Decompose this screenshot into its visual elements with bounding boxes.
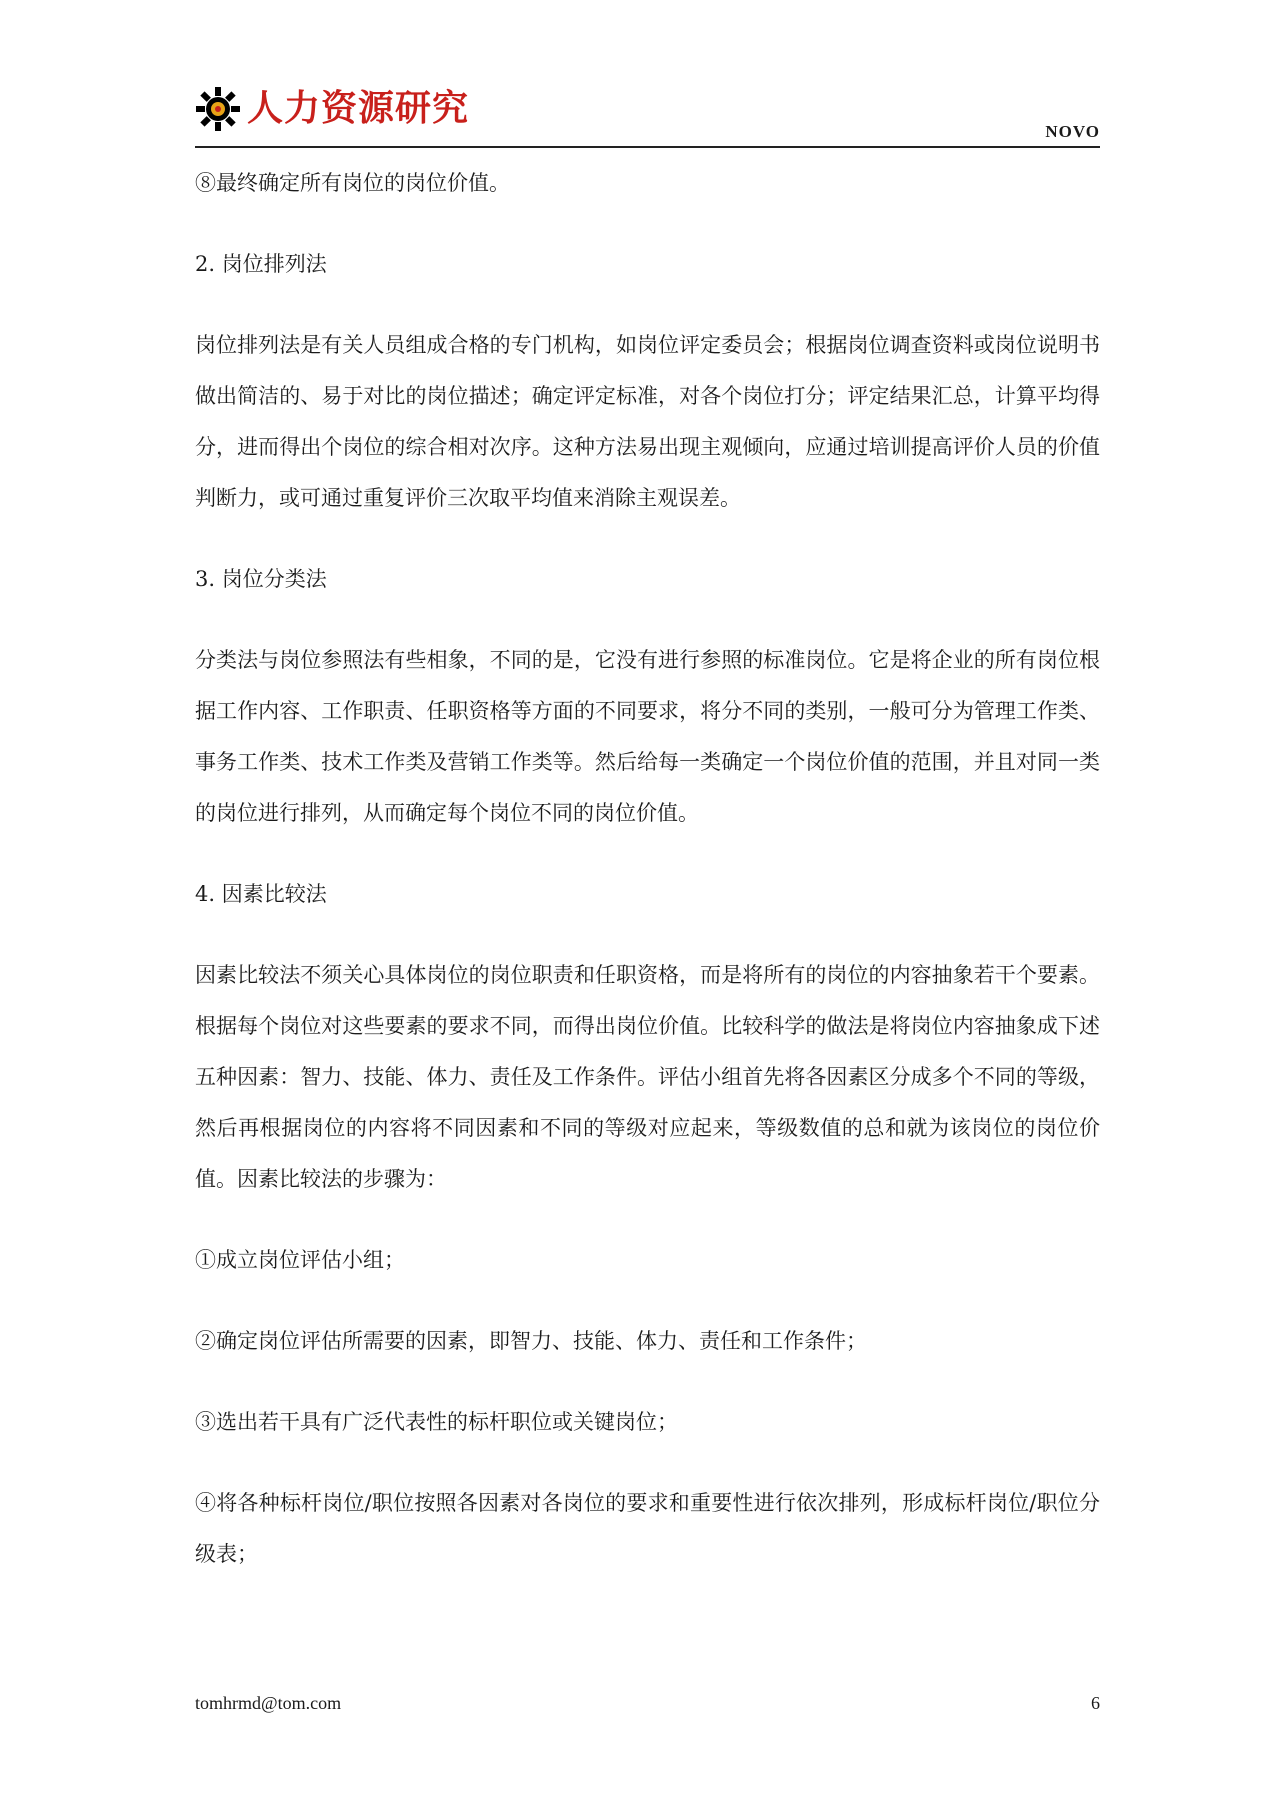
section-heading-factor-comparison: 4. 因素比较法 bbox=[195, 882, 327, 906]
section-heading-ranking: 2. 岗位排列法 bbox=[195, 252, 327, 276]
paragraph-classification: 分类法与岗位参照法有些相象，不同的是，它没有进行参照的标准岗位。它是将企业的所有岗位根据工作内容、工作职责、任职资格等方面的不同要求，将分不同的类别，一般可分为管理工作类、事务工作类、技术工作类及营销工作类等。然后给每一类确定一个岗位价值的范围，并且对同一类的岗位进行排列，从而确定每个岗位不同的岗位价值。 bbox=[195, 648, 1100, 825]
step-3: ③选出若干具有广泛代表性的标杆职位或关键岗位； bbox=[195, 1410, 678, 1434]
step-2: ②确定岗位评估所需要的因素，即智力、技能、体力、责任和工作条件； bbox=[195, 1329, 867, 1353]
logo-text: 人力资源研究 bbox=[247, 88, 470, 129]
footer-email: tomhrmd@tom.com bbox=[195, 1693, 342, 1713]
step-8: ⑧最终确定所有岗位的岗位价值。 bbox=[195, 171, 510, 195]
page-number: 6 bbox=[1091, 1693, 1100, 1713]
step-1: ①成立岗位评估小组； bbox=[195, 1248, 405, 1272]
gear-sun-icon bbox=[195, 86, 241, 132]
paragraph-factor-comparison: 因素比较法不须关心具体岗位的岗位职责和任职资格，而是将所有的岗位的内容抽象若干个要素。根据每个岗位对这些要素的要求不同，而得出岗位价值。比较科学的做法是将岗位内容抽象成下述五种因素：智力、技能、体力、责任及工作条件。评估小组首先将各因素区分成多个不同的等级，然后再根据岗位的内容将不同因素和不同的等级对应起来，等级数值的总和就为该岗位的岗位价值。因素比较法的步骤为： bbox=[195, 963, 1100, 1191]
logo bbox=[195, 86, 469, 132]
section-heading-classification: 3. 岗位分类法 bbox=[195, 567, 327, 591]
header-brand: NOVO bbox=[1045, 122, 1100, 141]
header-divider bbox=[195, 146, 1100, 148]
paragraph-ranking: 岗位排列法是有关人员组成合格的专门机构，如岗位评定委员会；根据岗位调查资料或岗位说明书做出简洁的、易于对比的岗位描述；确定评定标准，对各个岗位打分；评定结果汇总，计算平均得分，进而得出个岗位的综合相对次序。这种方法易出现主观倾向，应通过培训提高评价人员的价值判断力，或可通过重复评价三次取平均值来消除主观误差。 bbox=[195, 333, 1100, 510]
body-text bbox=[195, 158, 1100, 1580]
step-4: ④将各种标杆岗位/职位按照各因素对各岗位的要求和重要性进行依次排列，形成标杆岗位/职位分级表； bbox=[195, 1491, 1100, 1566]
page-header bbox=[195, 86, 1100, 146]
